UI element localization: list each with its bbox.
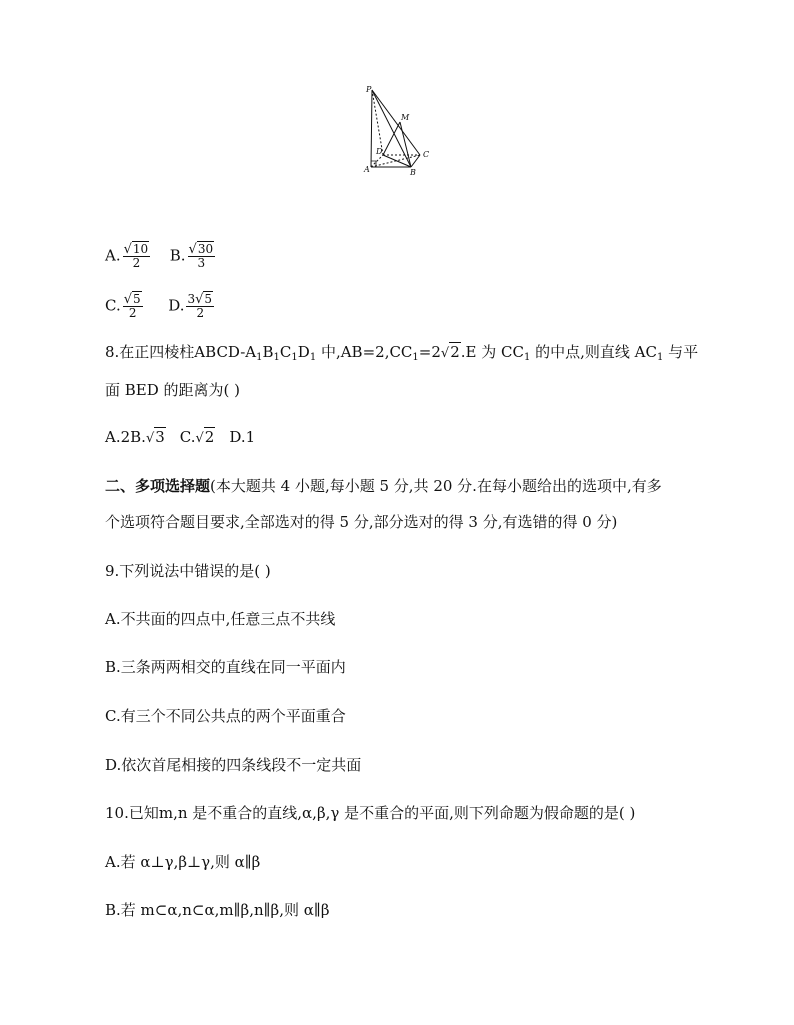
q7-option-d-coefficient: 3 (187, 292, 196, 306)
q8-option-d: D.1 (229, 428, 256, 446)
q7-option-a-denominator: 2 (132, 256, 141, 270)
q8-option-b-radicand: 3 (155, 428, 165, 446)
q7-option-a-radicand: 10 (132, 242, 149, 256)
q7-option-c-fraction: $\frac{√5}{2}$ (123, 292, 141, 320)
label-P: P (366, 85, 372, 94)
q10-option-b: B.若 m⊂α,n⊂α,m∥β,n∥β,则 α∥β (105, 901, 330, 919)
q9-option-a: A.不共面的四点中,任意三点不共线 (105, 610, 336, 628)
edge-PC (372, 90, 420, 155)
q7-option-d-denominator: 2 (196, 306, 205, 320)
q8-option-a-b: A.2B. (105, 428, 146, 446)
q8-text: D (297, 343, 310, 361)
q8-subscript: 1 (309, 352, 317, 363)
q9-option-d: D.依次首尾相接的四条线段不一定共面 (105, 756, 362, 774)
edge-PD (372, 90, 383, 155)
q8-subscript: 1 (523, 352, 531, 363)
q7-options-row1 (105, 243, 217, 270)
q8-option-c-radicand: 2 (204, 428, 215, 446)
q8-subscript: 1 (273, 352, 280, 363)
q8-text: 中,AB=2,CC (316, 343, 413, 361)
q7-option-a-fraction: $\frac{√10}{2}$ (123, 242, 149, 270)
edge-DB (383, 155, 411, 167)
label-A: A (364, 165, 370, 174)
q7-option-a-label: A. (105, 246, 121, 265)
label-D: D (376, 147, 383, 156)
edge-MB (400, 122, 411, 167)
q8-subscript: 1 (412, 352, 419, 363)
q7-option-b-label: B. (169, 246, 186, 265)
q8-option-c: C. (179, 428, 196, 446)
q8-sqrt: √2 (440, 343, 460, 361)
q8-stem-line2: 面 BED 的距离为( ) (105, 381, 241, 399)
q8-subscript: 1 (256, 352, 263, 363)
section2-line2: 个选项符合题目要求,全部选对的得 5 分,部分选对的得 3 分,有选错的得 0 分) (105, 513, 618, 531)
q7-option-d-label: D. (168, 296, 185, 315)
q8-text: C (279, 343, 292, 361)
q7-option-b-fraction: $\frac{√30}{3}$ (188, 242, 214, 270)
q8-option-c-sqrt: √2 (195, 428, 215, 446)
q8-text: 的中点,则直线 AC (530, 343, 657, 361)
q7-options-row2 (105, 293, 216, 320)
edge-MD (383, 122, 400, 155)
q7-option-d-fraction: $\frac{3√5}{2}$ (187, 292, 213, 320)
q8-text: =2 (418, 343, 441, 361)
section-description: (本大题共 4 小题,每小题 5 分,共 20 分.在每小题给出的选项中,有多 (210, 477, 662, 495)
q9-option-b: B.三条两两相交的直线在同一平面内 (105, 658, 346, 676)
q8-option-b-sqrt: √3 (145, 428, 165, 446)
label-B: B (410, 168, 416, 177)
label-C: C (423, 150, 430, 159)
section2-line1 (105, 476, 662, 496)
q7-option-d-radicand: 5 (204, 292, 213, 306)
q8-text: .E 为 CC (460, 343, 524, 361)
q7-option-c-label: C. (105, 296, 121, 315)
q7-option-c-radicand: 5 (133, 292, 141, 306)
edge-BC (411, 155, 420, 167)
q8-stem-line1 (105, 342, 698, 364)
q8-subscript: 1 (656, 352, 664, 363)
q8-text: B (262, 343, 274, 361)
q7-option-b-radicand: 30 (197, 242, 214, 256)
edge-PA (371, 90, 372, 167)
section-heading: 二、多项选择题 (105, 477, 211, 495)
q10-stem: 10.已知m,n 是不重合的直线,α,β,γ 是不重合的平面,则下列命题为假命题的是( ) (105, 804, 636, 822)
q8-text: 与平 (663, 343, 699, 361)
q9-option-c: C.有三个不同公共点的两个平面重合 (105, 707, 346, 725)
q7-option-c-denominator: 2 (128, 306, 137, 320)
q10-option-a: A.若 α⊥γ,β⊥γ,则 α∥β (105, 853, 261, 871)
q8-options (105, 427, 255, 449)
q8-text: 8.在正四棱柱ABCD-A (105, 343, 257, 361)
q9-stem: 9.下列说法中错误的是( ) (105, 562, 271, 580)
label-M: M (401, 113, 410, 122)
q7-option-b-denominator: 3 (197, 256, 206, 270)
q8-subscript: 1 (291, 352, 298, 363)
q8-radicand: 2 (450, 343, 460, 361)
